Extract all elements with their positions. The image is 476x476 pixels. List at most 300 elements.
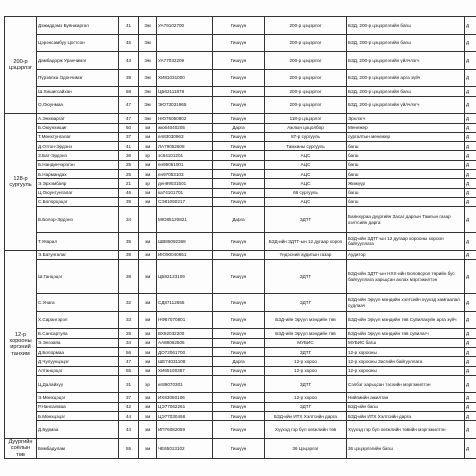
role-cell: Гишүүн bbox=[213, 132, 265, 141]
id-cell: УА79102700 bbox=[157, 17, 213, 35]
position-cell: Хүүхэд гэр бүл хөгжлийн төвийн мэргэжилтэн bbox=[347, 421, 465, 439]
organization-cell: АЦС bbox=[265, 197, 347, 206]
sex-cell: Эм bbox=[139, 96, 157, 114]
role-cell: Гишүүн bbox=[213, 197, 265, 206]
organization-cell: ЗДТГ bbox=[265, 260, 347, 294]
age-cell: 41 bbox=[119, 142, 139, 151]
sex-cell: эм bbox=[139, 132, 157, 141]
name-cell: Б.Сансартуяа bbox=[37, 329, 119, 338]
position-cell: БЗД-ийн Эрүүл мэндийн төв сувилагч bbox=[347, 329, 465, 338]
position-cell: Аудитор bbox=[347, 250, 465, 259]
organization-cell: 200-р цэцэрлэг bbox=[265, 87, 347, 96]
position-cell: БЗД, 200-р цэцэрлэгийн үйлчлэгч bbox=[347, 52, 465, 70]
marker-cell: Д bbox=[465, 170, 476, 179]
table-row bbox=[5, 142, 476, 151]
name-cell: А.Энхмаргат bbox=[37, 114, 119, 123]
marker-cell: Д bbox=[465, 393, 476, 402]
position-cell: БЗД-ийн ИТХ Хэлтсийн дарга bbox=[347, 412, 465, 421]
role-cell: Гишүүн bbox=[213, 438, 265, 458]
position-cell: БЗД, 200-р цэцэрлэгийн багш bbox=[347, 34, 465, 52]
role-cell: Дарга bbox=[213, 207, 265, 233]
table-row bbox=[5, 366, 476, 375]
id-cell: ЧЕ65013102 bbox=[157, 438, 213, 458]
role-cell: Гишүүн bbox=[213, 69, 265, 87]
table-row bbox=[5, 96, 476, 114]
table-row bbox=[5, 347, 476, 356]
role-cell: Гишүүн bbox=[213, 347, 265, 356]
position-cell: Нийгмийн ажилтан bbox=[347, 393, 465, 402]
group-label: Дүүргийн соёлын төв bbox=[5, 438, 37, 458]
sex-cell: эр bbox=[139, 179, 157, 188]
name-cell: Э.Энэзаяа bbox=[37, 338, 119, 347]
organization-cell: 200-р цэцэрлэг bbox=[265, 96, 347, 114]
table-row bbox=[5, 179, 476, 188]
table-row bbox=[5, 438, 476, 458]
organization-cell: 12-р хороо bbox=[265, 357, 347, 366]
marker-cell: Д bbox=[465, 132, 476, 141]
id-cell: жю64040205 bbox=[157, 123, 213, 132]
organization-cell: Хүүхэд гэр бүл хөгжлийн төв bbox=[265, 421, 347, 439]
organization-cell: 200-р цэцэрлэг bbox=[265, 52, 347, 70]
organization-cell: ЗДТГ bbox=[265, 347, 347, 356]
name-cell: С.Болорцэцэг bbox=[37, 197, 119, 206]
organization-cell: АЦС bbox=[265, 151, 347, 160]
marker-cell: Д bbox=[465, 17, 476, 35]
sex-cell: эм bbox=[139, 260, 157, 294]
marker-cell: Д bbox=[465, 375, 476, 393]
group-label: 12-р хорооны иргэний танхим bbox=[5, 250, 37, 438]
table-row bbox=[5, 197, 476, 206]
role-cell: Гишүүн bbox=[213, 151, 265, 160]
marker-cell: Д bbox=[465, 260, 476, 294]
id-cell: ВХ92032200 bbox=[157, 329, 213, 338]
id-cell: УА77032209 bbox=[157, 52, 213, 70]
marker-cell: Д bbox=[465, 311, 476, 329]
marker-cell: Д bbox=[465, 160, 476, 169]
organization-cell: 200-р цэцэрлэг bbox=[265, 34, 347, 52]
position-cell: БЗД-ийн ЗДТГ-ын 12 дугаар хорооны хороон байгууллага bbox=[347, 233, 465, 251]
name-cell: Д.Бурмаа bbox=[37, 421, 119, 439]
name-cell: Э.Мөнхцэцэг bbox=[37, 393, 119, 402]
marker-cell: Д bbox=[465, 438, 476, 458]
name-cell: Т.Мөнхтунгалаг bbox=[37, 132, 119, 141]
age-cell: 56 bbox=[119, 347, 139, 356]
sex-cell: эм bbox=[139, 250, 157, 259]
name-cell: Ш.Хишигсайхан bbox=[37, 87, 119, 96]
position-cell: 12-р хорооны bbox=[347, 366, 465, 375]
organization-cell: 36 Цэцэрлэг bbox=[265, 438, 347, 458]
organization-cell: ЗДТГ bbox=[265, 375, 347, 393]
position-cell: 12-р хорооны bbox=[347, 347, 465, 356]
name-cell: Ш.Ганцэцэг bbox=[37, 260, 119, 294]
id-cell: ЦЭ77030468 bbox=[157, 412, 213, 421]
age-cell: 38 bbox=[119, 260, 139, 294]
organization-cell: ЗДТГ bbox=[265, 402, 347, 411]
position-cell: БЗД, 200-р цэцэрлэгийн арга зүйч bbox=[347, 69, 465, 87]
table-row bbox=[5, 34, 476, 52]
id-cell: НФ87070801 bbox=[157, 311, 213, 329]
sex-cell: эм bbox=[139, 421, 157, 439]
table-row bbox=[5, 188, 476, 197]
position-cell: БЗД, 200-р цэцэрлэгийн багш bbox=[347, 87, 465, 96]
age-cell: 33 bbox=[119, 311, 139, 329]
position-cell: БЗД, 200-р цэцэрлэгийн багш bbox=[347, 17, 465, 35]
age-cell: 34 bbox=[119, 207, 139, 233]
id-cell: МЮ85120821 bbox=[157, 207, 213, 233]
marker-cell: Д bbox=[465, 207, 476, 233]
marker-cell: Д bbox=[465, 34, 476, 52]
age-cell: 36 bbox=[119, 151, 139, 160]
age-cell: 37 bbox=[119, 132, 139, 141]
age-cell: 25 bbox=[119, 170, 139, 179]
position-cell: багш bbox=[347, 170, 465, 179]
position-cell: багш bbox=[347, 151, 465, 160]
table-row bbox=[5, 114, 476, 123]
name-cell: Алтанцэцэг bbox=[37, 366, 119, 375]
marker-cell: Д bbox=[465, 69, 476, 87]
sex-cell: эм bbox=[139, 170, 157, 179]
name-cell: Д.Чулуунцэцэг bbox=[37, 357, 119, 366]
id-cell: ЦБ82123109 bbox=[157, 260, 213, 294]
marker-cell: Д bbox=[465, 114, 476, 123]
role-cell: Гишүүн bbox=[213, 260, 265, 294]
organization-cell: Үндэсний аудитын газар bbox=[265, 250, 347, 259]
organization-cell: 118-р цэцэрлэг bbox=[265, 114, 347, 123]
marker-cell: Д bbox=[465, 338, 476, 347]
sex-cell: эм bbox=[139, 366, 157, 375]
sex-cell: Эм bbox=[139, 34, 157, 52]
role-cell: Гишүүн bbox=[213, 233, 265, 251]
id-cell: иг89070301 bbox=[157, 375, 213, 393]
marker-cell: Д bbox=[465, 197, 476, 206]
organization-cell: ЗДТГ bbox=[265, 207, 347, 233]
role-cell: Гишүүн bbox=[213, 160, 265, 169]
sex-cell: эм bbox=[139, 160, 157, 169]
sex-cell: эм bbox=[139, 329, 157, 338]
age-cell: 47 bbox=[119, 114, 139, 123]
sex-cell: Эм bbox=[139, 52, 157, 70]
table-row bbox=[5, 52, 476, 70]
id-cell: НЮ76050802 bbox=[157, 114, 213, 123]
role-cell: Гишүүн bbox=[213, 393, 265, 402]
id-cell: ИП76082059 bbox=[157, 421, 213, 439]
marker-cell: Д bbox=[465, 421, 476, 439]
organization-cell: 12-р хороо bbox=[265, 366, 347, 375]
age-cell: 47 bbox=[119, 96, 139, 114]
marker-cell: Д bbox=[465, 402, 476, 411]
position-cell: сургалтын менежер bbox=[347, 132, 465, 141]
organization-cell: АЦС bbox=[265, 160, 347, 169]
table-row bbox=[5, 294, 476, 312]
name-cell: О.Оюунмаа bbox=[37, 96, 119, 114]
age-cell: 34 bbox=[119, 338, 139, 347]
marker-cell: Д bbox=[465, 233, 476, 251]
id-cell: эс84101201 bbox=[157, 151, 213, 160]
table-row bbox=[5, 160, 476, 169]
age-cell: 42 bbox=[119, 402, 139, 411]
name-cell: Д.Отгон-Эрдэнэ bbox=[37, 142, 119, 151]
table-row bbox=[5, 375, 476, 393]
age-cell: 39 bbox=[119, 197, 139, 206]
organization-cell: БЗД-ийн ЗДТГ-ын 12 дугаар хороо bbox=[265, 233, 347, 251]
organization-cell: АЦС bbox=[265, 170, 347, 179]
sex-cell: эм bbox=[139, 294, 157, 312]
id-cell: ЭЮ73031965 bbox=[157, 96, 213, 114]
name-cell: Пүрэвлха Одончимэг bbox=[37, 69, 119, 87]
table-row bbox=[5, 207, 476, 233]
role-cell: Гишүүн bbox=[213, 294, 265, 312]
organization-cell: 200-р цэцэрлэг bbox=[265, 17, 347, 35]
id-cell: ХИ65100367 bbox=[157, 366, 213, 375]
name-cell: Ц.Далайхүү bbox=[37, 375, 119, 393]
role-cell: Гишүүн bbox=[213, 375, 265, 393]
organization-cell: МУБИС bbox=[265, 338, 347, 347]
position-cell: БЗД-ийн Эрүүл мэндийн хэлтсийн хүүхэд хамгаалал судлаач bbox=[347, 294, 465, 312]
age-cell: 31 bbox=[119, 375, 139, 393]
organization-cell: 68 сургууль bbox=[265, 188, 347, 197]
table-row bbox=[5, 87, 476, 96]
age-cell: 45 bbox=[119, 34, 139, 52]
sex-cell: эм bbox=[139, 347, 157, 356]
age-cell: 47 bbox=[119, 357, 139, 366]
role-cell: Дарга bbox=[213, 357, 265, 366]
age-cell: 44 bbox=[119, 421, 139, 439]
id-cell: ШЕ74031108 bbox=[157, 357, 213, 366]
table-row bbox=[5, 250, 476, 259]
age-cell: 25 bbox=[119, 160, 139, 169]
position-cell: багш bbox=[347, 188, 465, 197]
sex-cell: эм bbox=[139, 438, 157, 458]
table-row bbox=[5, 123, 476, 132]
position-cell: Баянхураа дүүргийн Засаг даргын Тамгын газар хэлтсийн дарга bbox=[347, 207, 465, 233]
organization-cell: 200-р цэцэрлэг bbox=[265, 69, 347, 87]
sex-cell: эм bbox=[139, 412, 157, 421]
id-cell: ДО72061700 bbox=[157, 347, 213, 356]
id-cell: ШВ85092368 bbox=[157, 233, 213, 251]
name-cell: Дэжиддэмэ Буянжаргал bbox=[37, 17, 119, 35]
role-cell: Гишүүн bbox=[213, 366, 265, 375]
role-cell: Гишүүн bbox=[213, 412, 265, 421]
id-cell: ИХ83050106 bbox=[157, 393, 213, 402]
sex-cell: эм bbox=[139, 311, 157, 329]
name-cell: Б.Нандинчэрэгэн bbox=[37, 160, 119, 169]
position-cell: Менежер bbox=[347, 123, 465, 132]
organization-cell: Тамхины сургууль bbox=[265, 142, 347, 151]
sex-cell: эм bbox=[139, 233, 157, 251]
age-cell: 32 bbox=[119, 294, 139, 312]
name-cell: Б.Нармандах bbox=[37, 170, 119, 179]
age-cell: 55 bbox=[119, 438, 139, 458]
role-cell: Дарга bbox=[213, 123, 265, 132]
role-cell: Гишүүн bbox=[213, 402, 265, 411]
name-cell: Б.Болор-Эрдэнэ bbox=[37, 207, 119, 233]
marker-cell: Д bbox=[465, 87, 476, 96]
position-cell: БЗД-ийн Эрүүл мэндийн төв Сувилахуйн арга зүйч bbox=[347, 311, 465, 329]
age-cell: 46 bbox=[119, 188, 139, 197]
marker-cell: Д bbox=[465, 142, 476, 151]
organization-cell: ЗДТГ bbox=[265, 294, 347, 312]
age-cell: 44 bbox=[119, 412, 139, 421]
marker-cell: Д bbox=[465, 250, 476, 259]
table-row bbox=[5, 311, 476, 329]
organization-cell: 12-р хороо bbox=[265, 393, 347, 402]
marker-cell: Д bbox=[465, 151, 476, 160]
sex-cell: эм bbox=[139, 357, 157, 366]
position-cell: багш bbox=[347, 142, 465, 151]
sex-cell: эм bbox=[139, 402, 157, 411]
marker-cell: Д bbox=[465, 188, 476, 197]
organization-cell: БЗД-ийн Эрүүл мэндийн төв bbox=[265, 311, 347, 329]
sex-cell: эр bbox=[139, 375, 157, 393]
role-cell: Гишүүн bbox=[213, 96, 265, 114]
personnel-table bbox=[4, 16, 476, 459]
age-cell: 39 bbox=[119, 250, 139, 259]
id-cell: ен95051001 bbox=[157, 160, 213, 169]
role-cell: Гишүүн bbox=[213, 34, 265, 52]
marker-cell: Д bbox=[465, 294, 476, 312]
group-label: 200-р цэцэрлэг bbox=[5, 17, 37, 114]
position-cell: БЗД, 200-р цэцэрлэгийн үйлчлэгч bbox=[347, 96, 465, 114]
organization-cell: Ажлын цоцолбор bbox=[265, 123, 347, 132]
marker-cell: Д bbox=[465, 329, 476, 338]
role-cell: Гишүүн bbox=[213, 17, 265, 35]
id-cell: СЭ81060217 bbox=[157, 197, 213, 206]
role-cell: Гишүүн bbox=[213, 114, 265, 123]
role-cell: Гишүүн bbox=[213, 338, 265, 347]
id-cell: ден99031501 bbox=[157, 179, 213, 188]
name-cell: Э.Батунгалаг bbox=[37, 250, 119, 259]
role-cell: Гишүүн bbox=[213, 329, 265, 338]
name-cell: Цэрэнсамбуу Цогтсон bbox=[37, 34, 119, 52]
role-cell: Гишүүн bbox=[213, 170, 265, 179]
role-cell: Гишүүн bbox=[213, 87, 265, 96]
name-cell: Д.Болормаа bbox=[37, 347, 119, 356]
name-cell: Э.Эрхэмбаяр bbox=[37, 179, 119, 188]
table-row bbox=[5, 170, 476, 179]
table-row bbox=[5, 421, 476, 439]
id-cell: ИЮ90040651 bbox=[157, 250, 213, 259]
age-cell: 37 bbox=[119, 393, 139, 402]
age-cell: 41 bbox=[119, 17, 139, 35]
name-cell: З.Бат-Эрдэнэ bbox=[37, 151, 119, 160]
table-row bbox=[5, 329, 476, 338]
id-cell: ка74101701 bbox=[157, 188, 213, 197]
sex-cell: Эм bbox=[139, 87, 157, 96]
marker-cell: Д bbox=[465, 52, 476, 70]
marker-cell: Д bbox=[465, 96, 476, 114]
table-row bbox=[5, 132, 476, 141]
role-cell: Гишүүн bbox=[213, 52, 265, 70]
name-cell: Ц.Оюунтунгалаг bbox=[37, 188, 119, 197]
role-cell: Гишүүн bbox=[213, 421, 265, 439]
table-body bbox=[5, 17, 476, 459]
sex-cell: эм bbox=[139, 123, 157, 132]
age-cell: 55 bbox=[119, 366, 139, 375]
role-cell: Гишүүн bbox=[213, 311, 265, 329]
sex-cell: эм bbox=[139, 142, 157, 151]
name-cell: Т.Уяарал bbox=[37, 233, 119, 251]
name-cell: Б.Оюунхишиг bbox=[37, 123, 119, 132]
group-label: 128-р сургууль bbox=[5, 114, 37, 250]
id-cell: ЦЭ77062261 bbox=[157, 402, 213, 411]
name-cell: Б.Мөнхцэцэг bbox=[37, 412, 119, 421]
sex-cell: эм bbox=[139, 188, 157, 197]
position-cell: 36 цэцэрлэгийн багш bbox=[347, 438, 465, 458]
id-cell: ен97053103 bbox=[157, 170, 213, 179]
sex-cell bbox=[139, 207, 157, 233]
position-cell: багш bbox=[347, 197, 465, 206]
table-row bbox=[5, 69, 476, 87]
table-row bbox=[5, 402, 476, 411]
age-cell: 26 bbox=[119, 329, 139, 338]
organization-cell: БЗД-ийн Эрүүл мэндийн төв bbox=[265, 329, 347, 338]
name-cell: Бямбадулам bbox=[37, 438, 119, 458]
sex-cell: эм bbox=[139, 393, 157, 402]
table-row bbox=[5, 412, 476, 421]
position-cell: 12-р хорооны Засгийн байгууллага bbox=[347, 357, 465, 366]
name-cell: С.Унага bbox=[37, 294, 119, 312]
table-row bbox=[5, 393, 476, 402]
position-cell: багш bbox=[347, 160, 465, 169]
marker-cell: Д bbox=[465, 179, 476, 188]
marker-cell: Д bbox=[465, 357, 476, 366]
id-cell: АА86062505 bbox=[157, 338, 213, 347]
marker-cell: Д bbox=[465, 123, 476, 132]
table-row bbox=[5, 17, 476, 35]
position-cell: Жижүүр bbox=[347, 179, 465, 188]
position-cell: БЗД-ийн ЗДТГ-ын НХХ-ийн Боловсрол төрийн бус байгууллага харьцсан ахлах мэргэжилтэн bbox=[347, 260, 465, 294]
role-cell: Гишүүн bbox=[213, 250, 265, 259]
sex-cell: Эм bbox=[139, 69, 157, 87]
sex-cell: эм bbox=[139, 338, 157, 347]
marker-cell: Д bbox=[465, 366, 476, 375]
age-cell: 50 bbox=[119, 123, 139, 132]
table-row bbox=[5, 357, 476, 366]
position-cell: БЗД-ийн багш bbox=[347, 402, 465, 411]
id-cell: ЦБ62111878 bbox=[157, 87, 213, 96]
table-row bbox=[5, 233, 476, 251]
name-cell: Р.Нансалмаа bbox=[37, 402, 119, 411]
role-cell: Гишүүн bbox=[213, 188, 265, 197]
sex-cell: эм bbox=[139, 197, 157, 206]
age-cell: 43 bbox=[119, 52, 139, 70]
marker-cell: Д bbox=[465, 412, 476, 421]
role-cell: Гишүүн bbox=[213, 179, 265, 188]
organization-cell: АЦС bbox=[265, 179, 347, 188]
id-cell: ЛА79052608 bbox=[157, 142, 213, 151]
id-cell: СД87112655 bbox=[157, 294, 213, 312]
table-row bbox=[5, 260, 476, 294]
marker-cell: Д bbox=[465, 347, 476, 356]
id-cell bbox=[157, 34, 213, 52]
id-cell: ХИ81031000 bbox=[157, 69, 213, 87]
age-cell: 21 bbox=[119, 179, 139, 188]
id-cell: ел83030963 bbox=[157, 132, 213, 141]
sex-cell: эр bbox=[139, 151, 157, 160]
organization-cell: 87-р сургууль bbox=[265, 132, 347, 141]
position-cell: Эрхлэгч bbox=[347, 114, 465, 123]
table-row bbox=[5, 151, 476, 160]
name-cell: Дамбадорж Уранчимэг bbox=[37, 52, 119, 70]
sex-cell: Эм bbox=[139, 114, 157, 123]
organization-cell: БЗД-ийн ИТХ Хэлтсийн дарга bbox=[265, 412, 347, 421]
table-row bbox=[5, 338, 476, 347]
age-cell: 39 bbox=[119, 69, 139, 87]
age-cell: 35 bbox=[119, 233, 139, 251]
name-cell: Х.Сарангэрэл bbox=[37, 311, 119, 329]
age-cell: 58 bbox=[119, 87, 139, 96]
sex-cell: Эм bbox=[139, 17, 157, 35]
